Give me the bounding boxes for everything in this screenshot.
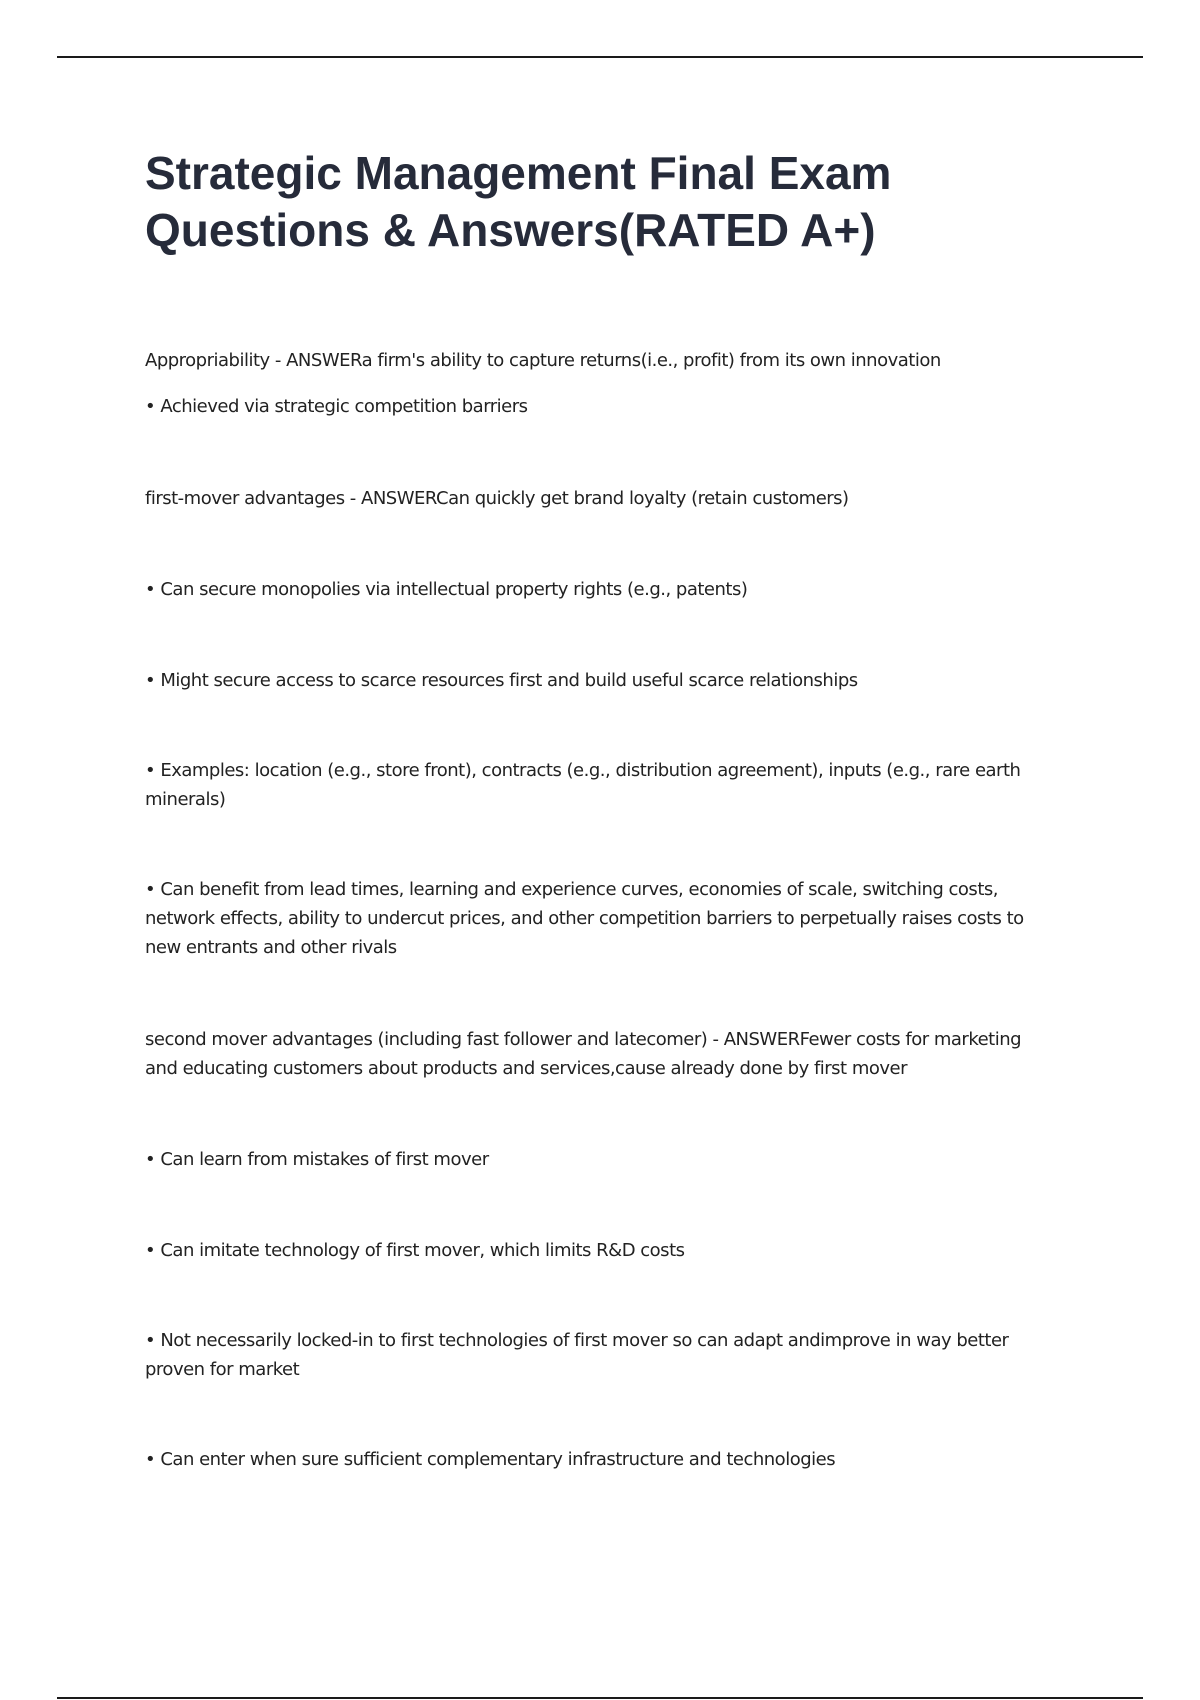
page-title-line-2: Questions & Answers(RATED A+): [145, 204, 876, 256]
paragraph-second-mover-advantages: second mover advantages (including fast follower and latecomer) - ANSWERFewer costs for marketing and educating customers about products and services,cause already done by first mover: [145, 1029, 1022, 1079]
bullet-lead-times: • Can benefit from lead times, learning and experience curves, economies of scale, switching costs, network effects, ability to undercut prices, and other competition barriers to perpetually raises costs to new entrants and other rivals: [145, 879, 1024, 958]
bullet-examples: • Examples: location (e.g., store front), contracts (e.g., distribution agreement), inputs (e.g., rare earth minerals): [145, 760, 1021, 810]
paragraph-appropriability: Appropriability - ANSWERa firm's ability to capture returns(i.e., profit) from its own innovation: [145, 350, 941, 371]
page-title-line-1: Strategic Management Final Exam: [145, 147, 892, 199]
bullet-achieved-via-barriers: • Achieved via strategic competition barriers: [145, 396, 528, 417]
bullet-learn-from-mistakes: • Can learn from mistakes of first mover: [145, 1149, 489, 1170]
bullet-imitate-technology: • Can imitate technology of first mover, which limits R&D costs: [145, 1240, 685, 1261]
bullet-scarce-resources: • Might secure access to scarce resources first and build useful scarce relationships: [145, 670, 858, 691]
page-title: [145, 145, 1095, 259]
top-rule: [57, 56, 1143, 58]
bullet-secure-monopolies: • Can secure monopolies via intellectual property rights (e.g., patents): [145, 579, 748, 600]
paragraph-first-mover-advantages: first-mover advantages - ANSWERCan quickly get brand loyalty (retain customers): [145, 488, 849, 509]
bullet-not-locked-in: • Not necessarily locked-in to first technologies of first mover so can adapt andimprove in way better proven for market: [145, 1330, 1009, 1380]
bottom-rule: [57, 1697, 1143, 1699]
bullet-enter-when-sure: • Can enter when sure sufficient complementary infrastructure and technologies: [145, 1449, 836, 1470]
